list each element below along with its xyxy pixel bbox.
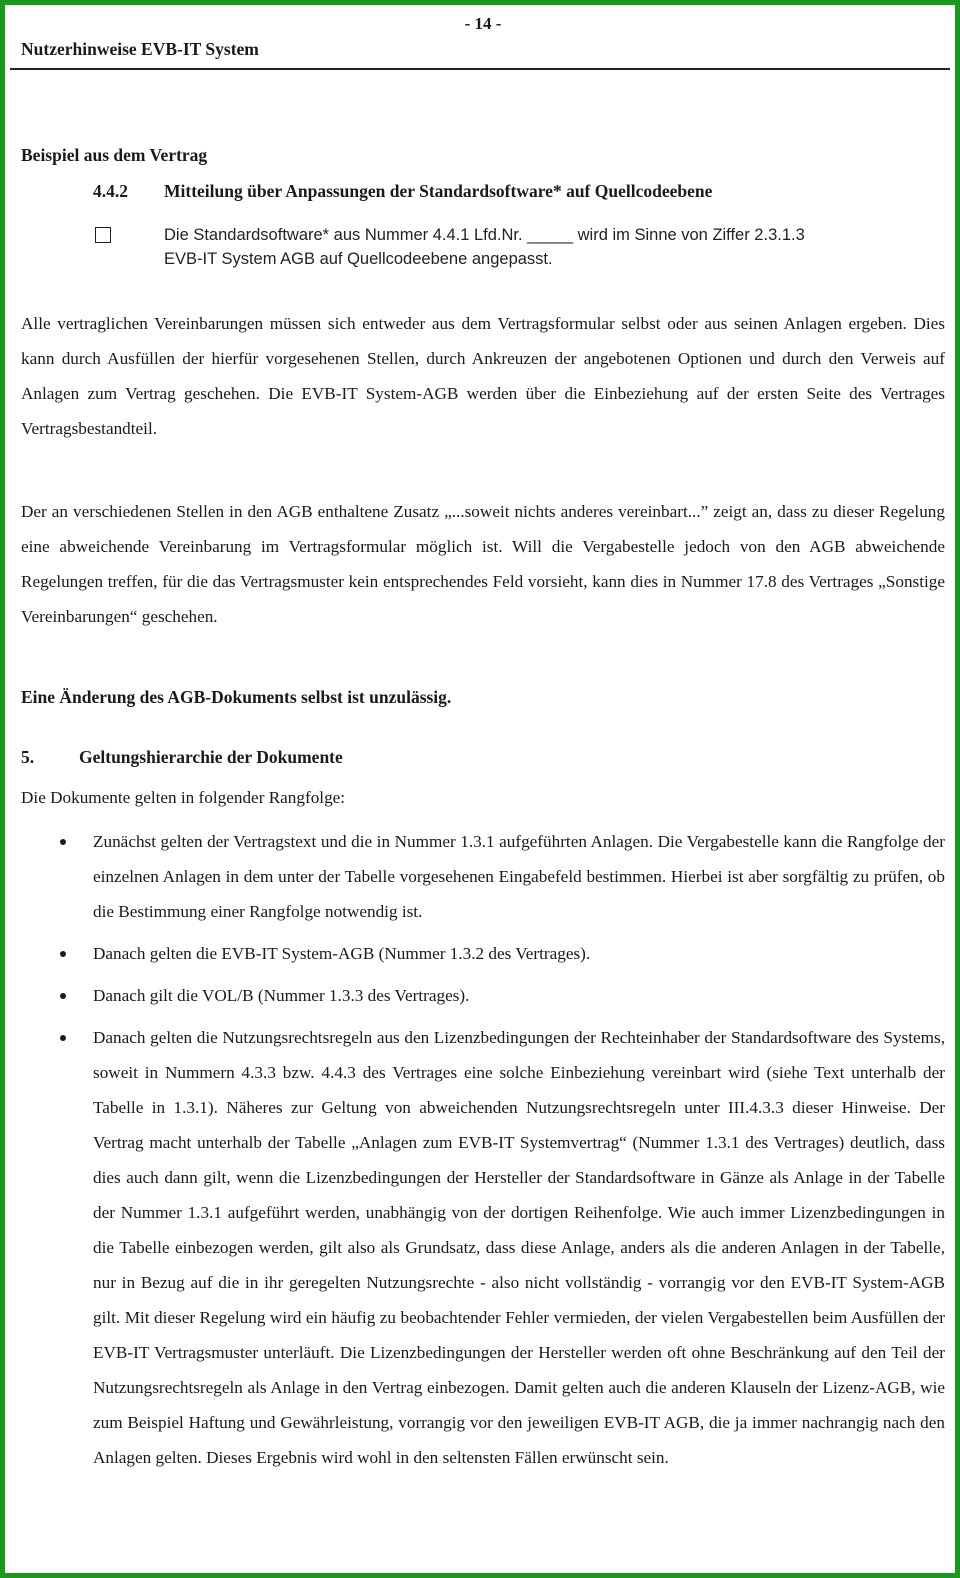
header-divider [10,68,950,70]
bullet-icon [60,951,66,957]
list-item-text: Danach gelten die Nutzungsrechtsregeln aus den Lizenzbedingungen der Rechteinhaber der Standardsoftware des Systems, soweit in Nummern 4.3.3 bzw. 4.4.3 des Vertrages eine solche Einbeziehung vereinbart wird (siehe Text unterhalb der Tabelle in 1.3.1). Näheres zur Geltung von abweichenden Nutzungsrechtsregeln unter III.4.3.3 dieser Hinweise. Der Vertrag macht unterhalb der Tabelle „Anlagen zum EVB-IT Systemvertrag“ (Nummer 1.3.1 des Vertrages) deutlich, dass dies auch dann gilt, wenn die Lizenzbedingungen der Hersteller der Standardsoftware in Gänze als Anlage in der Tabelle der Nummer 1.3.1 aufgeführt werden, unabhängig von der dortigen Reihenfolge. Wie auch immer Lizenzbedingungen in die Tabelle einbezogen werden, gilt also als Grundsatz, dass diese Anlage, anders als die anderen Anlagen in der Tabelle, nur in Bezug auf die in ihr geregelten Nutzungsrechte - also nicht vollständig - vorrangig vor den EVB-IT System-AGB gilt. Mit dieser Regelung wird ein häufig zu beobachtender Fehler vermieden, der vielen Vergabestellen beim Ausfüllen der EVB-IT Vertragsmuster unterläuft. Die Lizenzbedingungen der Hersteller werden oft ohne Beschränkung auf den Teil der Nutzungsrechtsregeln als Anlage in den Vertrag einbezogen. Damit gelten auch die anderen Klauseln der Lizenz-AGB, wie zum Beispiel Haftung und Gewährleistung, vorrangig vor den jeweiligen EVB-IT AGB, die ja immer nachrangig nach den Anlagen gelten. Dieses Ergebnis wird wohl in den seltensten Fällen erwünscht sein. [93,1028,945,1467]
notice-text: Eine Änderung des AGB-Dokuments selbst ist unzulässig. [21,687,452,707]
subsection-title: Mitteilung über Anpassungen der Standardsoftware* auf Quellcodeebene [164,181,713,201]
list-item [21,978,945,1013]
paragraph-agreements: Alle vertraglichen Vereinbarungen müssen sich entweder aus dem Vertragsformular selbst oder aus seinen Anlagen ergeben. Dies kann durch Ausfüllen der hierfür vorgesehenen Stellen, durch Ankreuzen der angebotenen Optionen und durch den Verweis auf Anlagen zum Vertrag geschehen. Die EVB-IT System-AGB werden über die Einbeziehung auf der ersten Seite des Vertrages Vertragsbestandteil. [21,314,945,438]
hierarchy-list [21,824,945,1475]
list-item-text: Danach gilt die VOL/B (Nummer 1.3.3 des Vertrages). [93,986,470,1005]
document-page [21,11,945,1467]
list-item [21,1020,945,1475]
list-item [21,936,945,971]
paragraph-deviations: Der an verschiedenen Stellen in den AGB enthaltene Zusatz „...soweit nichts anderes vereinbart...” zeigt an, dass zu dieser Regelung eine abweichende Vereinbarung im Vertragsformular möglich ist. Will die Vergabestelle jedoch von den AGB abweichende Regelungen treffen, für die das Vertragsmuster kein entsprechendes Feld vorsieht, kann dies in Nummer 17.8 des Vertrages „Sonstige Vereinbarungen“ geschehen. [21,502,945,626]
bullet-icon [60,1035,66,1041]
section-intro: Die Dokumente gelten in folgender Rangfolge: [21,788,346,807]
section-title: Geltungshierarchie der Dokumente [79,747,343,767]
list-item-text: Danach gelten die EVB-IT System-AGB (Nummer 1.3.2 des Vertrages). [93,944,591,963]
subsection-heading [93,179,712,203]
document-title: Nutzerhinweise EVB-IT System [21,39,259,59]
page-number: - 14 - [464,14,502,33]
option-checkbox[interactable] [95,227,111,243]
list-item [21,824,945,929]
bullet-icon [60,993,66,999]
checkbox-label: Die Standardsoftware* aus Nummer 4.4.1 Lfd.Nr. _____ wird im Sinne von Ziffer 2.3.1.3 EVB-IT System AGB auf Quellcodeebene angepasst. [164,226,805,268]
list-item-text: Zunächst gelten der Vertragstext und die in Nummer 1.3.1 aufgeführten Anlagen. Die Vergabestelle kann die Rangfolge der einzelnen Anlagen in dem unter der Tabelle vorgesehenen Eingabefeld bestimmen. Hierbei ist aber sorgfältig zu prüfen, ob die Bestimmung einer Rangfolge notwendig ist. [93,832,945,921]
example-heading: Beispiel aus dem Vertrag [21,145,208,165]
section-heading [21,745,343,769]
section-number: 5. [21,747,35,767]
bullet-icon [60,839,66,845]
subsection-number: 4.4.2 [93,181,128,201]
